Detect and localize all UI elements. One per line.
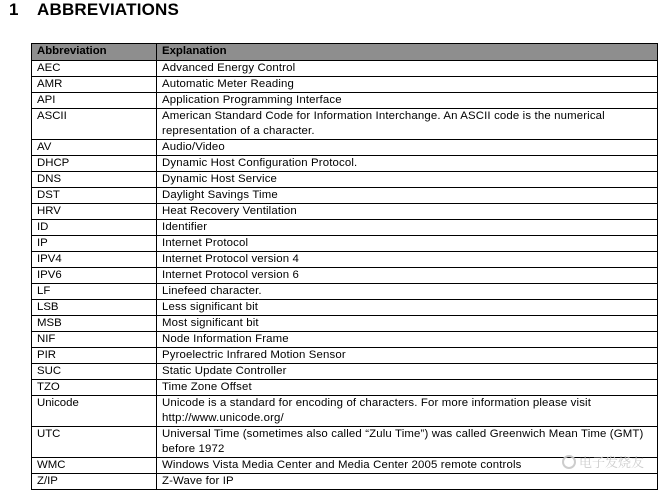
table-row: [32, 172, 658, 188]
abbreviation-cell: AEC: [32, 61, 157, 77]
column-header-abbreviation: Abbreviation: [32, 44, 157, 61]
abbreviation-cell: Z/IP: [32, 474, 157, 490]
table-row: [32, 61, 658, 77]
table-row: [32, 348, 658, 364]
table-row: [32, 236, 658, 252]
table-row: [32, 284, 658, 300]
explanation-cell: Static Update Controller: [157, 364, 658, 380]
explanation-cell: Most significant bit: [157, 316, 658, 332]
abbreviations-table: [31, 43, 658, 490]
table-header-row: [32, 44, 658, 61]
section-number: 1: [9, 0, 19, 19]
explanation-cell: Application Programming Interface: [157, 93, 658, 109]
abbreviation-cell: SUC: [32, 364, 157, 380]
table-row: [32, 252, 658, 268]
explanation-cell: Windows Vista Media Center and Media Center 2005 remote controls: [157, 458, 658, 474]
table-row: [32, 93, 658, 109]
explanation-cell: Dynamic Host Service: [157, 172, 658, 188]
abbreviation-cell: UTC: [32, 427, 157, 458]
explanation-cell: Internet Protocol version 6: [157, 268, 658, 284]
explanation-cell: Z-Wave for IP: [157, 474, 658, 490]
abbreviation-cell: NIF: [32, 332, 157, 348]
explanation-cell: Less significant bit: [157, 300, 658, 316]
explanation-cell: Unicode is a standard for encoding of characters. For more information please visit http://www.unicode.org/: [157, 396, 658, 427]
abbreviation-cell: TZO: [32, 380, 157, 396]
table-row: [32, 396, 658, 427]
table-row: [32, 316, 658, 332]
table-row: [32, 364, 658, 380]
table-row: [32, 140, 658, 156]
abbreviation-cell: PIR: [32, 348, 157, 364]
section-heading: [9, 0, 179, 22]
explanation-cell: Pyroelectric Infrared Motion Sensor: [157, 348, 658, 364]
explanation-cell: Audio/Video: [157, 140, 658, 156]
table-row: [32, 268, 658, 284]
abbreviation-cell: WMC: [32, 458, 157, 474]
table-row: [32, 300, 658, 316]
watermark: [562, 452, 644, 471]
explanation-cell: Daylight Savings Time: [157, 188, 658, 204]
abbreviation-cell: DNS: [32, 172, 157, 188]
abbreviation-cell: MSB: [32, 316, 157, 332]
explanation-cell: Linefeed character.: [157, 284, 658, 300]
abbreviation-cell: LF: [32, 284, 157, 300]
explanation-cell: Advanced Energy Control: [157, 61, 658, 77]
abbreviation-cell: AMR: [32, 77, 157, 93]
abbreviation-cell: ID: [32, 220, 157, 236]
explanation-cell: Universal Time (sometimes also called “Zulu Time”) was called Greenwich Mean Time (GMT) before 1972: [157, 427, 658, 458]
table-body: [32, 61, 658, 490]
section-title: ABBREVIATIONS: [37, 0, 180, 19]
explanation-cell: Internet Protocol: [157, 236, 658, 252]
table-row: [32, 220, 658, 236]
explanation-cell: American Standard Code for Information Interchange. An ASCII code is the numerical representation of a character.: [157, 109, 658, 140]
table-row: [32, 204, 658, 220]
explanation-cell: Automatic Meter Reading: [157, 77, 658, 93]
explanation-cell: Time Zone Offset: [157, 380, 658, 396]
explanation-cell: Node Information Frame: [157, 332, 658, 348]
explanation-cell: Identifier: [157, 220, 658, 236]
explanation-cell: Dynamic Host Configuration Protocol.: [157, 156, 658, 172]
table-row: [32, 156, 658, 172]
explanation-cell: Internet Protocol version 4: [157, 252, 658, 268]
abbreviation-cell: IP: [32, 236, 157, 252]
abbreviation-cell: HRV: [32, 204, 157, 220]
table-row: [32, 332, 658, 348]
abbreviation-cell: AV: [32, 140, 157, 156]
abbreviation-cell: IPV4: [32, 252, 157, 268]
table-row: [32, 109, 658, 140]
abbreviation-cell: API: [32, 93, 157, 109]
abbreviation-cell: DST: [32, 188, 157, 204]
watermark-text: 电子发烧友: [578, 456, 644, 471]
explanation-cell: Heat Recovery Ventilation: [157, 204, 658, 220]
abbreviation-cell: Unicode: [32, 396, 157, 427]
abbreviation-cell: IPV6: [32, 268, 157, 284]
table-row: [32, 380, 658, 396]
abbreviation-cell: LSB: [32, 300, 157, 316]
abbreviation-cell: ASCII: [32, 109, 157, 140]
column-header-explanation: Explanation: [157, 44, 658, 61]
abbreviation-cell: DHCP: [32, 156, 157, 172]
table-row: [32, 77, 658, 93]
table-row: [32, 188, 658, 204]
watermark-logo-icon: [562, 455, 576, 469]
table-row: [32, 474, 658, 490]
